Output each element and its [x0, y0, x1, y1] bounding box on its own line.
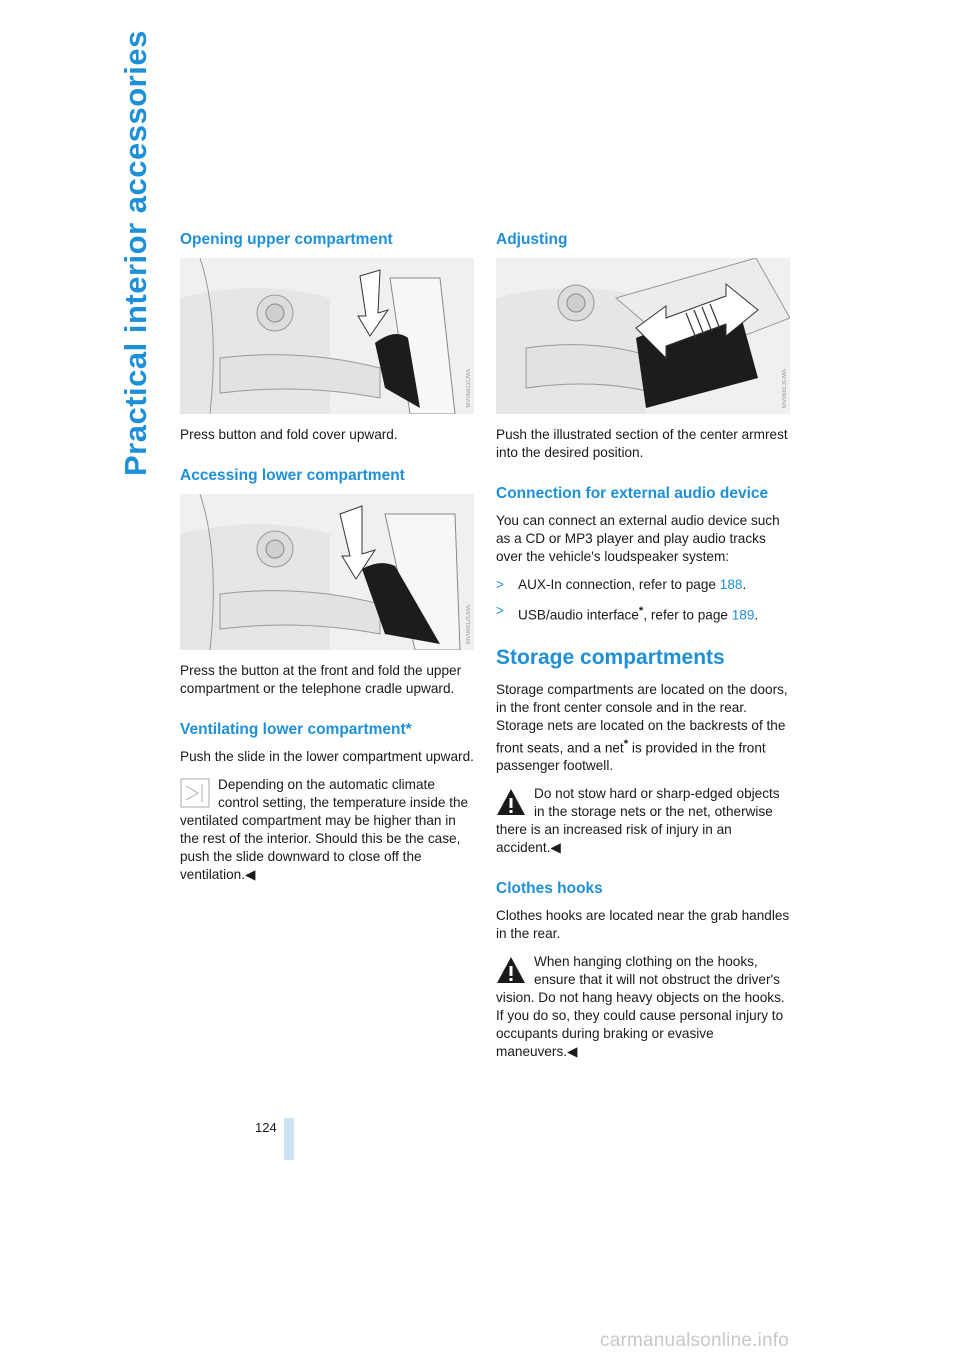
page-number-bar — [284, 1118, 294, 1160]
section-title-storage: Storage compartments — [496, 645, 725, 669]
left-column — [180, 230, 474, 894]
watermark: carmanualsonline.info — [600, 1330, 790, 1351]
warning-icon — [496, 787, 526, 817]
bullet-text: USB/audio interface — [518, 607, 639, 623]
end-mark: ◀ — [550, 840, 561, 856]
figure-armrest-adjust — [496, 258, 790, 414]
chapter-side-title: Practical interior accessories — [118, 30, 153, 476]
option-star: * — [623, 737, 629, 750]
bullet-mark: > — [496, 577, 504, 592]
section-title-clothes-hooks: Clothes hooks — [496, 880, 603, 898]
end-mark: ◀ — [245, 867, 256, 882]
list-item: > USB/audio interface*, refer to page 189. — [496, 603, 759, 623]
note-block — [180, 776, 474, 884]
paragraph: Storage compartments are located on the doors, in the front center console and in the rear. — [496, 681, 788, 715]
page-number: 124 — [255, 1120, 277, 1135]
note-icon — [180, 778, 210, 808]
paragraph: Press button and fold cover upward. — [180, 427, 398, 442]
section-title-accessing-lower: Accessing lower compartment — [180, 467, 405, 484]
end-mark: ◀ — [567, 1044, 578, 1060]
warning-block — [496, 785, 790, 857]
figure-code: MV06813CMA — [782, 368, 788, 408]
page-link-188[interactable]: 188 — [719, 577, 743, 592]
section-title-opening-upper: Opening upper compartment — [180, 231, 393, 248]
paragraph: Press the button at the front and fold the upper compartment or the telephone cradle upward. — [180, 663, 462, 696]
figure-code: MV06811CMA — [466, 369, 472, 408]
warning-text: When hanging clothing on the hooks, ensure that it will not obstruct the driver's vision. Do not hang heavy objects on the hooks. If you do so, they could cause personal injury to occupants during braking or evasive maneuvers. — [496, 954, 785, 1060]
paragraph: Push the illustrated section of the center armrest into the desired position. — [496, 427, 788, 460]
paragraph: is provided in the front passenger footwell. — [496, 740, 766, 774]
paragraph: Storage nets are located on the backrests of the front seats, and a net — [496, 717, 786, 756]
paragraph: Clothes hooks are located near the grab handles in the rear. — [496, 908, 790, 942]
right-column — [496, 230, 790, 1071]
option-star: * — [638, 605, 644, 617]
bullet-mark: > — [496, 603, 504, 618]
bullet-text: AUX-In connection, refer to page — [518, 577, 720, 592]
warning-icon — [496, 955, 526, 985]
figure-upper-compartment — [180, 258, 474, 414]
section-title-external-audio: Connection for external audio device — [496, 485, 769, 502]
page-link-189[interactable]: 189 — [731, 607, 755, 623]
bullet-text: , refer to page — [643, 607, 732, 623]
paragraph: You can connect an external audio device such as a CD or MP3 player and play audio tracks over the vehicle's loudspeaker system: — [496, 513, 780, 564]
section-title-adjusting: Adjusting — [496, 231, 568, 248]
warning-block — [496, 953, 790, 1061]
warning-text: Do not stow hard or sharp-edged objects in the storage nets or the net, otherwise there is an increased risk of injury in an accident. — [496, 786, 780, 856]
note-text: Depending on the automatic climate control setting, the temperature inside the ventilated compartment may be higher than in the rest of the interior. Should this be the case, push the slide downward to close off the ventilation. — [180, 777, 469, 882]
section-title-ventilating-lower: Ventilating lower compartment* — [180, 721, 412, 738]
figure-code: MV06812CMA — [466, 604, 472, 644]
paragraph: Push the slide in the lower compartment upward. — [180, 749, 474, 764]
list-item: > AUX-In connection, refer to page 188. — [496, 577, 747, 592]
figure-lower-compartment — [180, 494, 474, 650]
